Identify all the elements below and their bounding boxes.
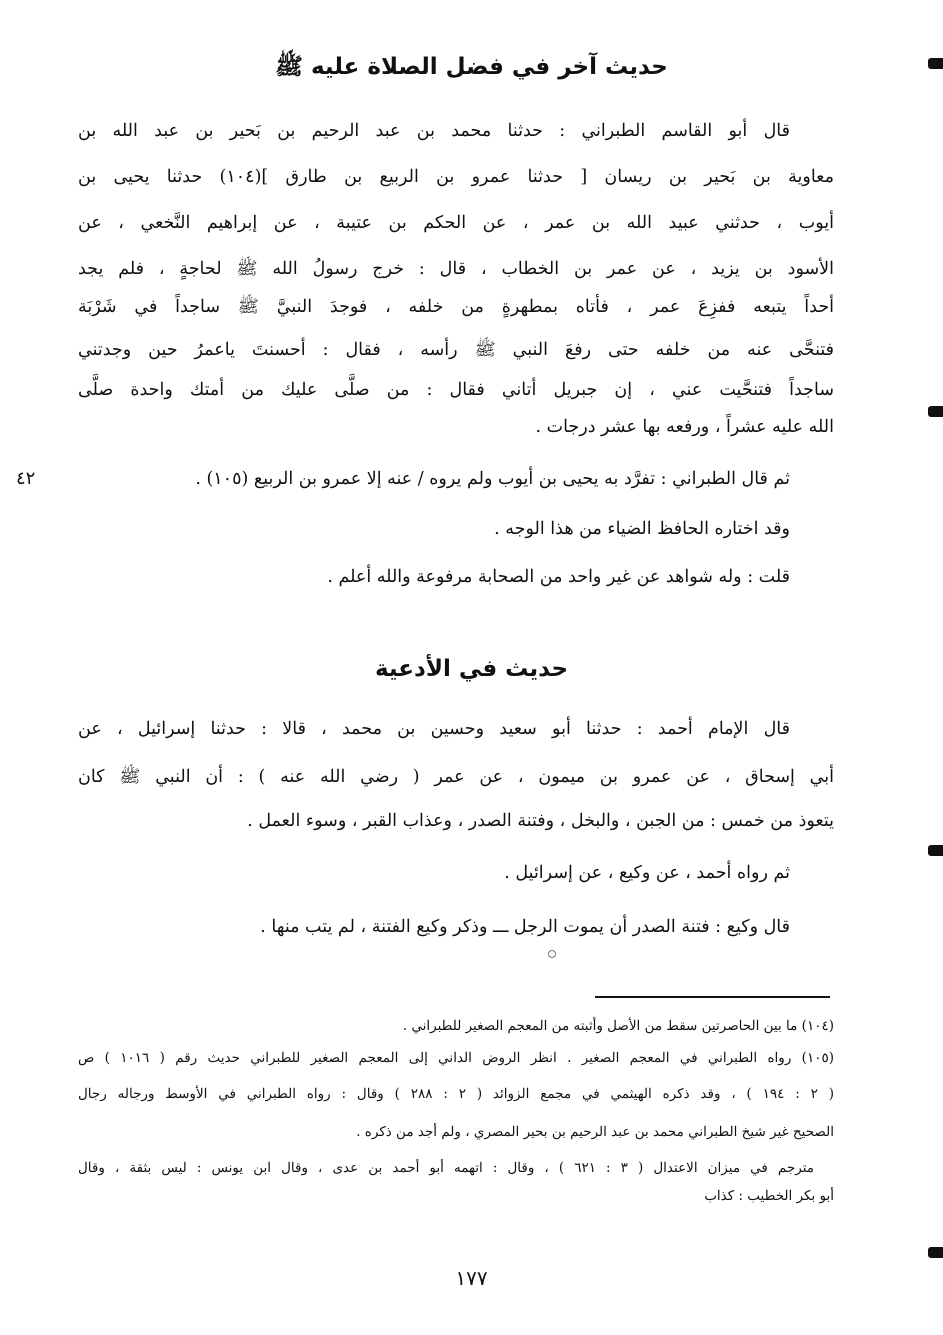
footnote-line: الصحيح غير شيخ الطبراني محمد بن عبد الرحيم بن بحير المصري ، ولم أجد من ذكره . [356,1124,834,1140]
body-line: أبي إسحاق ، عن عمرو بن ميمون ، عن عمر ( رضي الله عنه ) : أن النبي ﷺ كان [78,767,834,787]
footnote-line: (١٠٤) ما بين الحاصرتين سقط من الأصل وأثبته من المعجم الصغير للطبراني . [402,1018,834,1034]
footnote-line: أبو بكر الخطيب : كذاب [704,1188,834,1204]
section-heading-salat: حديث آخر في فضل الصلاة عليه ﷺ [275,54,668,80]
scan-edge-mark [928,58,943,69]
footnote-line: ( ٢ : ١٩٤ ) ، وقد ذكره الهيثمي في مجمع الزوائد ( ٢ : ٢٨٨ ) وقال : رواه الطبراني في الأوسط ورجاله رجال [78,1086,834,1102]
body-line: قال أبو القاسم الطبراني : حدثنا محمد بن عبد الرحيم بن بَحير بن عبد الله بن [78,121,790,141]
body-line: ثم قال الطبراني : تفرَّد به يحيى بن أيوب ولم يروه / عنه إلا عمرو بن الربيع (١٠٥) . [195,469,790,489]
body-line: ثم رواه أحمد ، عن وكيع ، عن إسرائيل . [504,863,790,883]
section-heading-adiya: حديث في الأدعية [374,656,569,682]
body-line: قال وكيع : فتنة الصدر أن يموت الرجل ـــ وذكر وكيع الفتنة ، لم يتب منها . [260,917,790,937]
body-line: معاوية بن بَحير بن ريسان [ حدثنا عمرو بن الربيع بن طارق ](١٠٤) حدثنا يحيى بن [78,167,834,187]
scan-edge-mark [928,406,943,417]
page-number: ١٧٧ [455,1266,488,1290]
body-line: ساجداً فتنحَّيت عني ، إن جبريل أتاني فقال : من صلَّى عليك من أمتك واحدة صلَّى [78,380,834,400]
scan-edge-mark [928,1247,943,1258]
body-line: قلت : وله شواهد عن غير واحد من الصحابة مرفوعة والله أعلم . [327,567,790,587]
scan-edge-mark [928,845,943,856]
body-line: فتنحَّى عنه من خلفه حتى رفعَ النبي ﷺ رأسه ، فقال : أحسنتَ ياعمرُ حين وجدتني [78,340,834,360]
footnote-line: مترجم في ميزان الاعتدال ( ٣ : ٦٢١ ) ، وقال : اتهمه أبو أحمد بن عدى ، وقال ابن يونس : ليس بثقة ، وقال [78,1160,814,1176]
body-line: أيوب ، حدثني عبيد الله بن عمر ، عن الحكم بن عتيبة ، عن إبراهيم النَّخعي ، عن [78,213,834,233]
body-line: قال الإمام أحمد : حدثنا أبو سعيد وحسين بن محمد ، قالا : حدثنا إسرائيل ، عن [78,719,790,739]
marginal-page-number: ٤٢ [16,468,36,489]
footnote-line: (١٠٥) رواه الطبراني في المعجم الصغير . انظر الروض الداني إلى المعجم الصغير للطبراني حديث رقم ( ١٠١٦ ) ص [78,1050,834,1066]
body-line: الأسود بن يزيد ، عن عمر بن الخطاب ، قال : خرج رسولُ الله ﷺ لحاجةٍ ، فلم يجد [78,259,834,279]
ink-dot [548,950,556,958]
body-line: أحداً يتبعه ففزِعَ عمر ، فأتاه بمطهرةٍ من خلفه ، فوجدَ النبيَّ ﷺ ساجداً في شَرْبَة [78,297,834,317]
footnote-separator [595,996,830,998]
body-line: وقد اختاره الحافظ الضياء من هذا الوجه . [494,519,790,539]
body-line: الله عليه عشراً ، ورفعه بها عشر درجات . [535,417,834,437]
body-line: يتعوذ من خمس : من الجبن ، والبخل ، وفتنة الصدر ، وعذاب القبر ، وسوء العمل . [247,811,834,831]
